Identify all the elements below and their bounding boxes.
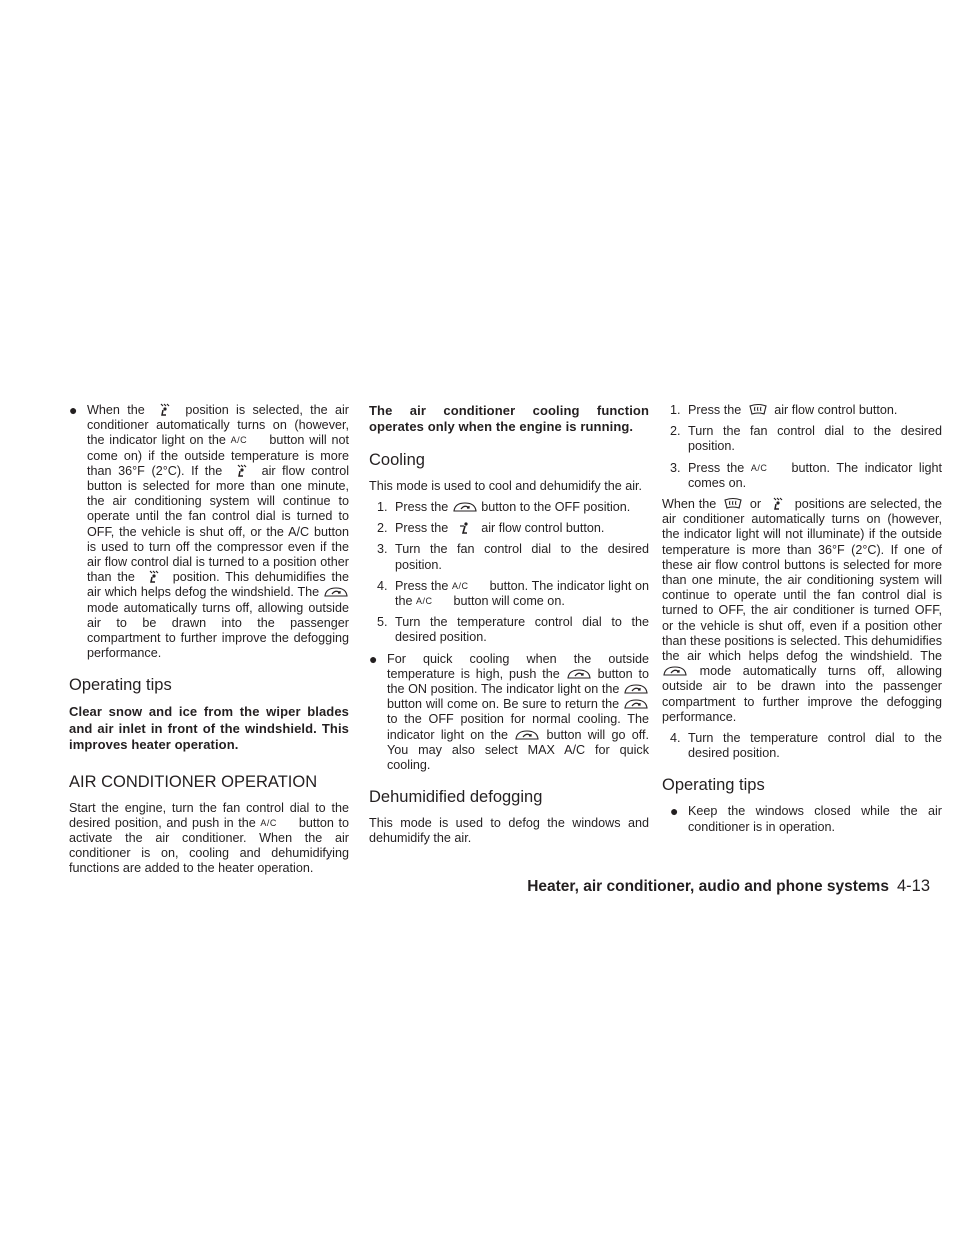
tips-text: Clear snow and ice from the wiper blades and air inlet in front of the windshield. This improves heater operation. (69, 704, 349, 753)
floor-defrost-icon (765, 497, 791, 510)
recirculation-icon (452, 500, 478, 513)
ac-label: A/C (452, 580, 469, 591)
page-number: 4-13 (896, 877, 930, 895)
cooling-step-2: 2. Press the air flow control button. (377, 521, 605, 536)
recirculation-icon (514, 728, 540, 741)
bullet-defog-note: ● When the position is selected, the air conditioner automatically turns on (however, the indicator light on the A/C button will not come on) if the outside temperature is more than 36°F (2°C). If the air flow control button is selected for more than one minute, the air conditioning system will continue to operate until the fan control dial is turned to OFF, the vehicle is shut off, or the A/C button is used to turn off the compressor even if the air flow control dial is turned to a position other than the position. This dehumidifies the air which helps defog the windshield. The mode automatically turns off, allowing outside air to be drawn into the passenger compartment to further improve the defogging performance. (69, 402, 350, 661)
quick-cooling-bullet: ● For quick cooling when the outside temperature is high, push the button to the ON position. The indicator light on the button will come on. Be sure to return the to the OFF position for normal cooling. The indicator light on the button will go off. You may also select MAX A/C for quick cooling. (369, 650, 649, 773)
heading-operating-tips: Operating tips (69, 676, 172, 695)
column-3 (662, 403, 942, 841)
recirculation-icon (623, 682, 649, 695)
floor-defrost-icon (229, 464, 255, 477)
column-2 (369, 403, 649, 853)
cooling-step-5: 5. Turn the temperature control dial to the desired position. (377, 615, 649, 645)
heading-dehumidified-defogging: Dehumidified defogging (369, 788, 543, 807)
bullet-dot: ● (670, 803, 679, 820)
floor-defrost-icon (152, 403, 178, 416)
ac-label: A/C (230, 435, 248, 446)
cooling-step-4: 4. Press the A/C button. The indicator light on the A/C button will come on. (377, 578, 649, 609)
engine-note: The air conditioner cooling function operates only when the engine is running. (369, 403, 649, 435)
heading-operating-tips-2: Operating tips (662, 776, 765, 795)
recirculation-icon (623, 697, 649, 710)
ac-label: A/C (416, 596, 433, 607)
recirculation-icon (566, 667, 592, 680)
column-1 (69, 403, 349, 883)
defrost-icon (720, 497, 746, 510)
bullet-dot: ● (69, 402, 78, 418)
section-title: Heater, air conditioner, audio and phone systems (527, 878, 889, 895)
page-footer (527, 877, 930, 896)
dehum-intro: This mode is used to defog the windows and dehumidify the air. (369, 816, 649, 846)
ac-label: A/C (260, 817, 277, 828)
defog-step-3: 3. Press the A/C button. The indicator light comes on. (670, 460, 943, 490)
cooling-step-1: 1. Press the button to the OFF position. (377, 500, 631, 515)
defog-step-2: 2. Turn the fan control dial to the desired position. (670, 424, 942, 454)
cooling-intro: This mode is used to cool and dehumidify the air. (369, 478, 643, 493)
ac-label: A/C (750, 462, 768, 473)
floor-defrost-icon (141, 570, 167, 583)
defrost-icon (745, 403, 771, 416)
windows-closed-bullet: ● Keep the windows closed while the air conditioner is in operation. (670, 803, 942, 834)
defog-paragraph: When the or positions are selected, the air conditioner automatically turns on (however, the indicator light will not illuminate) if the outside temperature is more than 36°F (2°C). If one of these air flow control buttons is selected for more than one minute, the air conditioning system will continue to operate until the fan control dial is turned to OFF, the air conditioner is turned OFF, or the vehicle is shut off, even if a position other than these positions is selected. This dehumidifies the air which helps defog the windshield. The mode automatically turns off, allowing outside air to be drawn into the passenger compartment to further improve the defogging performance. (662, 497, 943, 724)
cooling-step-3: 3. Turn the fan control dial to the desired position. (377, 542, 649, 572)
ac-paragraph: Start the engine, turn the fan control dial to the desired position, and push in the A/C button to activate the air conditioner. When the air conditioner is on, cooling and dehumidifying functions are added to the heater operation. (69, 800, 349, 876)
vent-icon (452, 521, 478, 534)
recirculation-icon (323, 585, 349, 598)
heading-cooling: Cooling (369, 450, 425, 469)
defog-step-1: 1. Press the air flow control button. (670, 403, 898, 417)
defog-step-4: 4. Turn the temperature control dial to the desired position. (670, 731, 942, 761)
heading-ac-operation: AIR CONDITIONER OPERATION (69, 772, 318, 791)
recirculation-icon (662, 664, 688, 677)
bullet-dot: ● (369, 650, 378, 667)
